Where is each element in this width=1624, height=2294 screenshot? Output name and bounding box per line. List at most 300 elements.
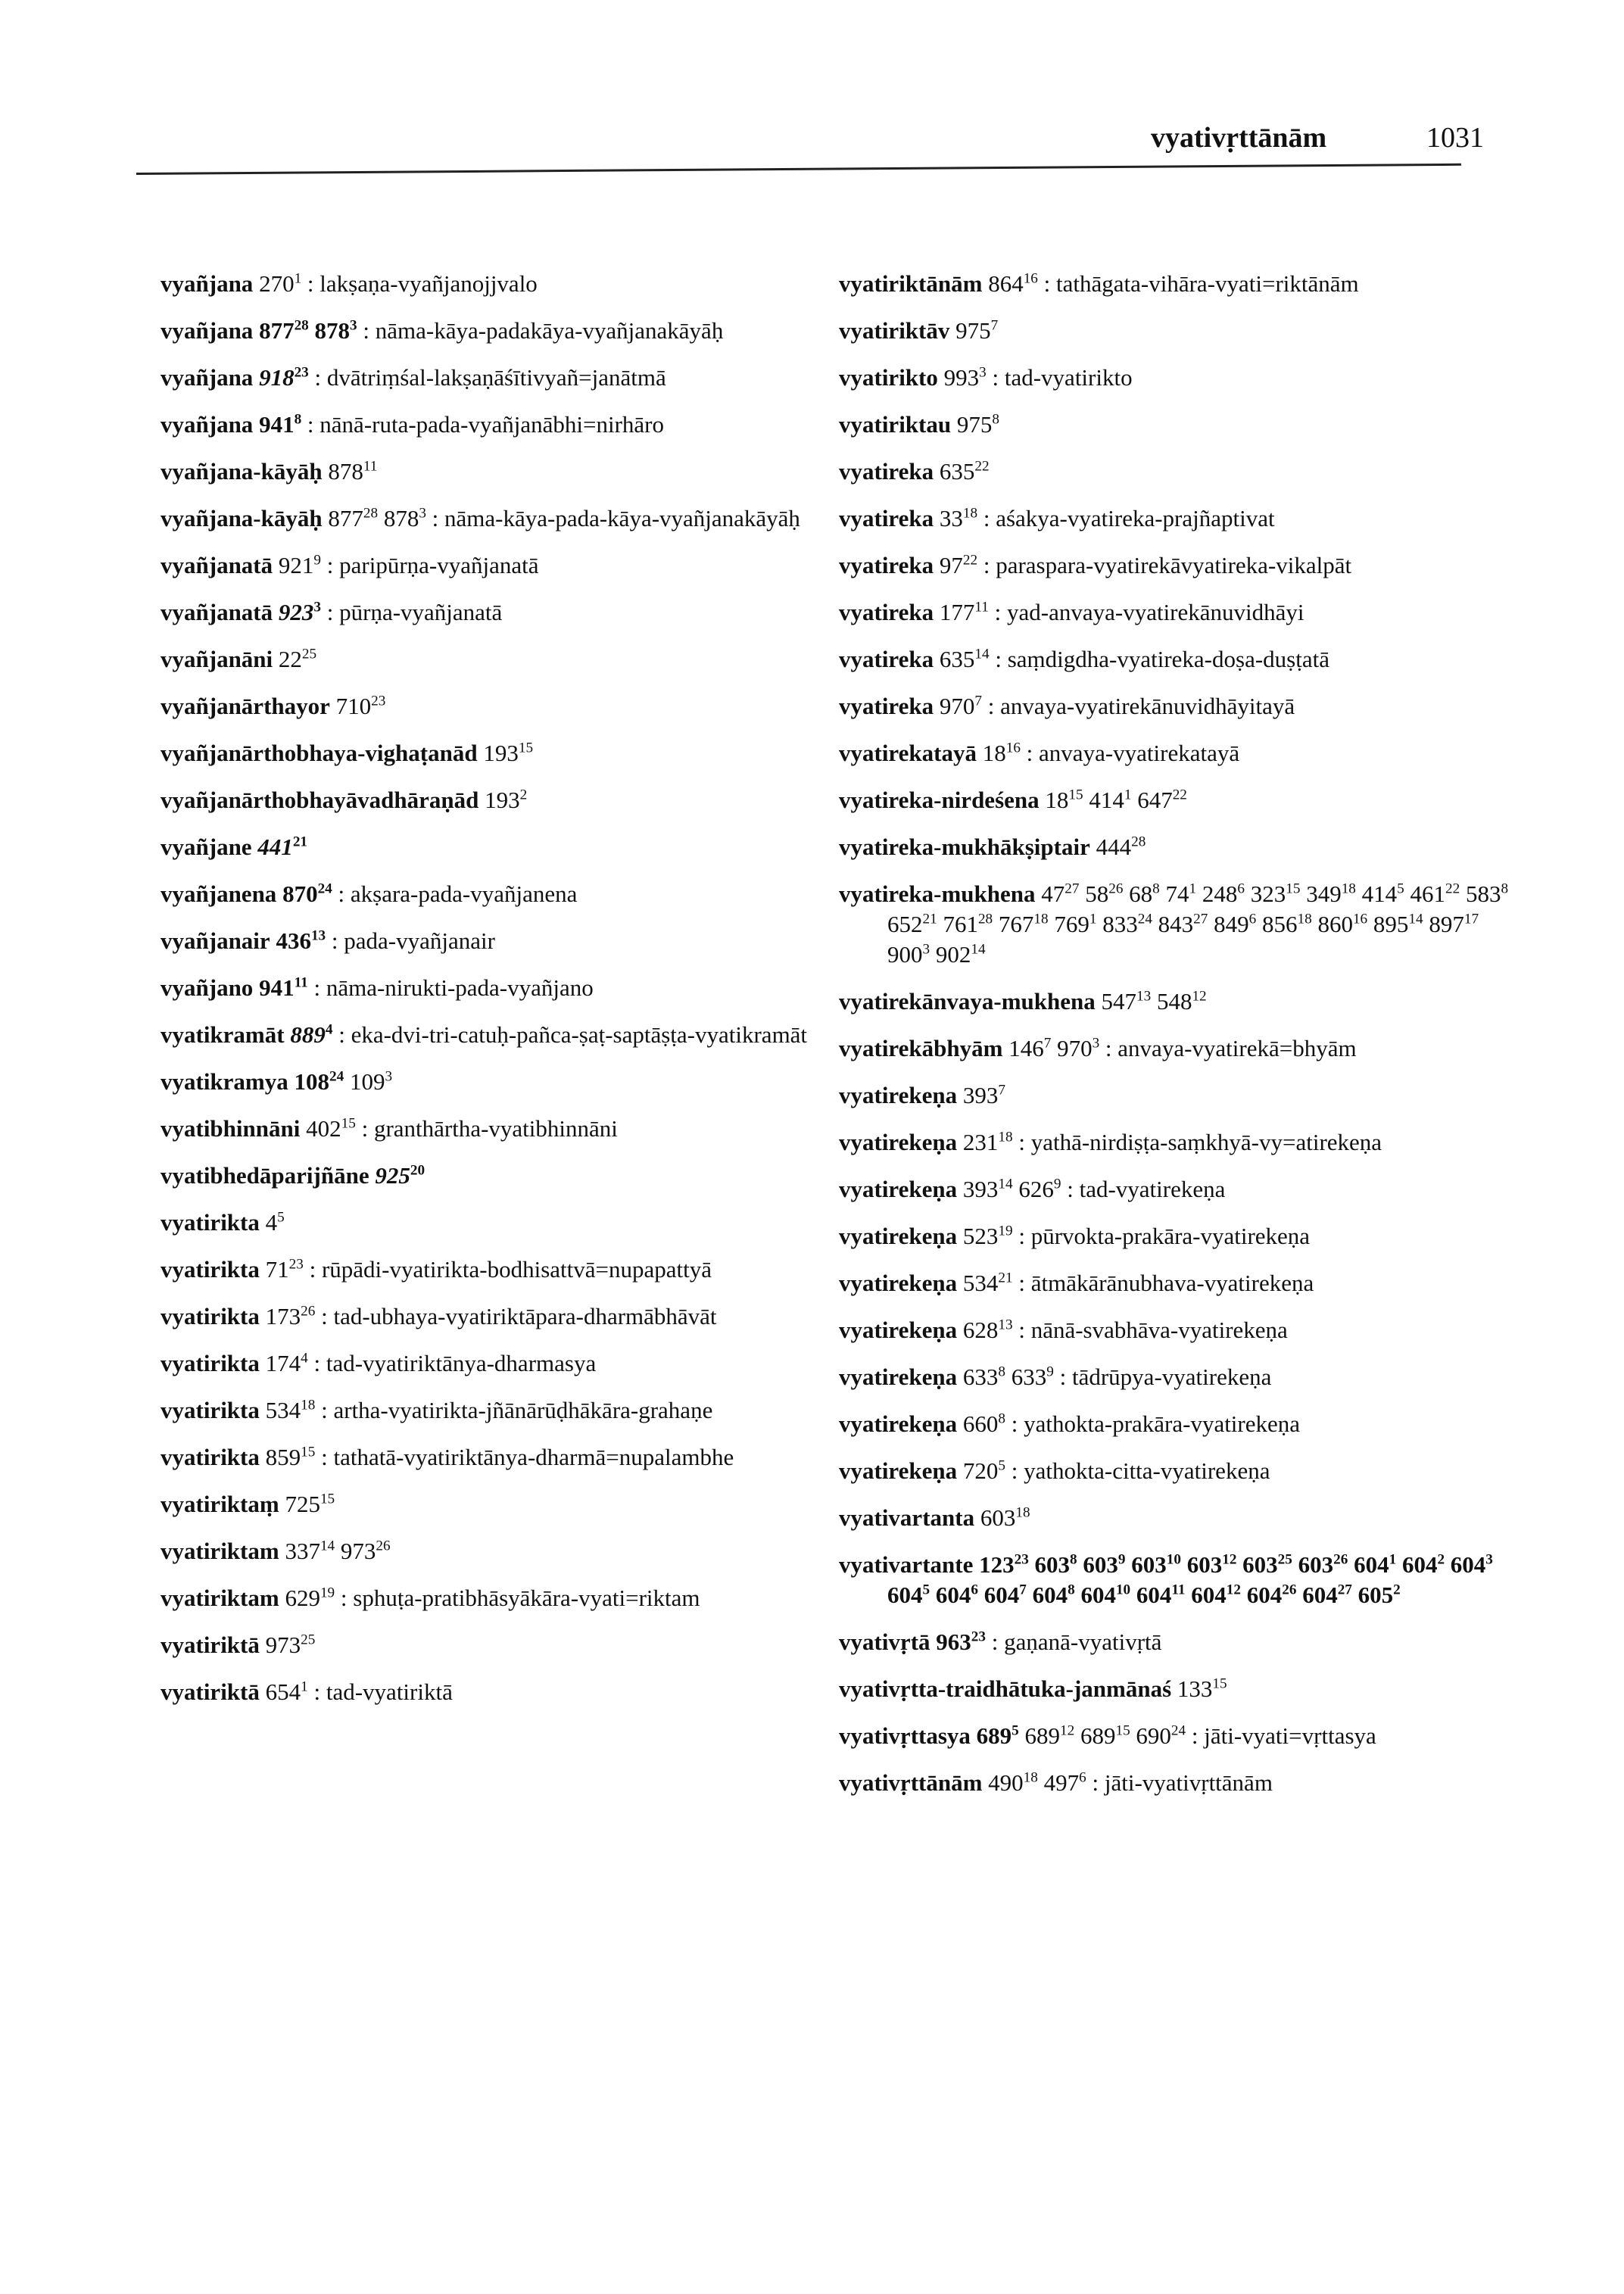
headword: vyañjane <box>161 834 252 860</box>
ref-page: 604 <box>935 1582 971 1608</box>
headword: vyatirikta <box>161 1397 260 1423</box>
index-entry <box>161 832 842 862</box>
ref-line: 10 <box>1166 1551 1181 1568</box>
page-reference <box>963 1176 1013 1202</box>
headword: vyatirekānvaya-mukhena <box>839 988 1096 1015</box>
ref-line: 11 <box>974 599 989 616</box>
ref-page: 58 <box>1085 881 1109 907</box>
page-reference <box>1131 1551 1181 1578</box>
headword: vyatiriktau <box>839 411 952 438</box>
ref-page: 660 <box>962 1410 999 1437</box>
page-reference <box>963 1457 1005 1484</box>
page-reference <box>887 941 930 968</box>
ref-line: 6 <box>971 1582 978 1598</box>
headword: vyañjanāni <box>161 646 273 672</box>
gloss: jāti-vyativṛttānām <box>1104 1769 1273 1796</box>
index-entry: vyatireka $177^{11}$ : yad-anvaya-vyatirekānuvidhāyi <box>839 599 1304 625</box>
ref-page: 393 <box>962 1082 999 1108</box>
page-reference <box>1373 911 1423 937</box>
headword: vyatirekeṇa <box>839 1457 958 1484</box>
ref-page: 897 <box>1429 911 1464 937</box>
ref-line: 6 <box>1237 881 1245 897</box>
ref-page: 975 <box>956 411 993 438</box>
page-reference <box>1041 881 1079 907</box>
index-entry: vyatirekeṇa $231^{18}$ : yathā-nirdiṣṭa-saṃkhyā-vy=atirekeṇa <box>839 1129 1382 1155</box>
ref-line: 12 <box>1192 988 1207 1005</box>
headword: vyatireka-mukhena <box>839 881 1036 907</box>
ref-line: 3 <box>1485 1551 1493 1568</box>
headword: vyatirekeṇa <box>839 1317 958 1343</box>
left-index-column <box>161 269 842 1724</box>
headword: vyañjanena <box>161 881 277 907</box>
page-reference <box>999 911 1049 937</box>
ref-line: 21 <box>292 834 308 850</box>
page-reference <box>963 1129 1013 1155</box>
index-entry: vyañjana $877^{28}$ $878^3$ : nāma-kāya-padakāya-vyañjanakāyāḥ <box>161 317 724 344</box>
ref-line: 3 <box>979 364 987 381</box>
page-reference <box>266 1256 304 1283</box>
index-entry: vyatirekeṇa $633^8$ $633^9$ : tādrūpya-vyatirekeṇa <box>839 1364 1272 1390</box>
ref-line: 4 <box>325 1021 333 1038</box>
headword: vyañjanatā <box>161 552 273 578</box>
ref-line: 15 <box>320 1491 335 1507</box>
page-reference <box>1044 1769 1086 1796</box>
ref-line: 15 <box>1286 881 1301 897</box>
ref-page: 970 <box>1057 1035 1093 1061</box>
ref-page: 47 <box>1041 881 1065 907</box>
headword: vyatiriktam <box>161 1538 279 1564</box>
page-reference <box>1136 1722 1186 1749</box>
ref-line: 12 <box>1060 1722 1075 1739</box>
ref-page: 349 <box>1306 881 1342 907</box>
page-reference <box>1402 1551 1445 1578</box>
ref-page: 975 <box>955 317 991 344</box>
ref-page: 177 <box>939 599 975 625</box>
ref-line: 18 <box>1341 881 1356 897</box>
page-reference <box>295 1068 344 1095</box>
ref-line: 11 <box>294 974 308 991</box>
ref-line: 12 <box>1226 1582 1241 1598</box>
ref-page: 877 <box>259 317 295 344</box>
ref-line: 5 <box>998 1457 1005 1474</box>
page-reference <box>936 1582 978 1608</box>
page-reference <box>1057 1035 1099 1061</box>
ref-line: 12 <box>1222 1551 1237 1568</box>
ref-line: 13 <box>1136 988 1152 1005</box>
ref-line: 15 <box>301 1444 316 1460</box>
headword: vyatirikta <box>161 1303 260 1329</box>
index-entry: vyativṛtā $963^{23}$ : gaṇanā-vyativṛtā <box>839 1629 1162 1655</box>
index-entry: vyatireka $33^{18}$ : aśakya-vyatireka-prajñaptivat <box>839 505 1275 531</box>
headword: vyañjanair <box>161 927 270 954</box>
index-entry <box>839 1080 1520 1111</box>
ref-line: 7 <box>998 1082 1005 1099</box>
gloss: tathāgata-vihāra-vyati=riktānām <box>1056 270 1359 297</box>
page-reference <box>1191 1582 1241 1608</box>
headword: vyatikramya <box>161 1068 288 1095</box>
headword: vyatirekeṇa <box>839 1364 958 1390</box>
page-reference <box>1011 1364 1054 1390</box>
page-reference <box>350 1068 392 1095</box>
right-index-column <box>839 269 1520 1815</box>
ref-line: 13 <box>310 927 326 944</box>
ref-line: 9 <box>1046 1364 1054 1380</box>
page-reference <box>1157 988 1207 1015</box>
page-reference <box>1251 881 1301 907</box>
gloss: anvaya-vyatirekatayā <box>1039 740 1240 766</box>
index-entry: vyativṛttasya $689^5$ $689^{12}$ $689^{15}$ $690^{24}$ : jāti-vyati=vṛttasya <box>839 1722 1376 1749</box>
headword: vyativṛttānām <box>839 1769 983 1796</box>
gloss: tad-vyatirikto <box>1004 364 1133 391</box>
page-reference <box>984 1582 1027 1608</box>
index-entry: vyañjana-kāyāḥ $877^{28}$ $878^3$ : nāma-kāya-pada-kāya-vyañjanakāyāḥ <box>161 505 800 531</box>
ref-line: 24 <box>329 1068 344 1085</box>
page-reference <box>1247 1582 1297 1608</box>
page-reference <box>957 411 999 438</box>
page-reference <box>1166 881 1197 907</box>
ref-line: 5 <box>1011 1722 1019 1739</box>
ref-page: 270 <box>259 270 295 297</box>
ref-line: 14 <box>320 1538 335 1554</box>
ref-line: 18 <box>962 505 978 522</box>
ref-page: 629 <box>285 1585 320 1611</box>
ref-line: 18 <box>998 1129 1013 1145</box>
page-reference <box>1302 1582 1352 1608</box>
ref-line: 28 <box>294 317 309 334</box>
headword: vyañjana <box>161 270 254 297</box>
ref-page: 461 <box>1410 881 1446 907</box>
headword: vyatirekeṇa <box>839 1410 958 1437</box>
ref-page: 414 <box>1361 881 1398 907</box>
ref-page: 193 <box>483 740 519 766</box>
ref-line: 25 <box>301 1632 316 1648</box>
ref-line: 8 <box>1068 1582 1075 1598</box>
ref-line: 9 <box>1053 1176 1061 1192</box>
ref-page: 4 <box>265 1209 278 1236</box>
headword: vyatiriktam <box>161 1585 279 1611</box>
ref-line: 26 <box>1108 881 1124 897</box>
ref-page: 973 <box>340 1538 376 1564</box>
ref-line: 1 <box>294 270 302 287</box>
ref-page: 921 <box>278 552 314 578</box>
ref-line: 18 <box>1033 911 1049 927</box>
gloss: sphuṭa-pratibhāsyākāra-vyati=riktam <box>353 1585 700 1611</box>
gloss: anvaya-vyatirekānuvidhāyitayā <box>1000 693 1295 719</box>
index-entry: vyañjanena $870^{24}$ : akṣara-pada-vyañjanena <box>161 881 578 907</box>
headword: vyatireka <box>839 458 934 485</box>
gloss: granthārtha-vyatibhinnāni <box>373 1115 618 1142</box>
page-reference <box>285 1538 335 1564</box>
headword: vyativṛtta-traidhātuka-janmānaś <box>839 1675 1172 1702</box>
index-entry: vyatirekeṇa $660^8$ : yathokta-prakāra-vyatirekeṇa <box>839 1410 1301 1437</box>
page-reference <box>940 599 989 625</box>
ref-page: 860 <box>1317 911 1353 937</box>
page-reference <box>1045 787 1083 813</box>
ref-line: 22 <box>974 458 990 475</box>
ref-page: 68 <box>1129 881 1153 907</box>
gloss: ātmākārānubhava-vyatirekeṇa <box>1030 1270 1314 1296</box>
ref-line: 24 <box>1137 911 1152 927</box>
index-entry: vyatireka $97^{22}$ : paraspara-vyatirekāvyatireka-vikalpāt <box>839 552 1352 578</box>
ref-page: 109 <box>349 1068 385 1095</box>
index-entry: vyatibhinnāni $402^{15}$ : granthārtha-vyatibhinnāni <box>161 1115 618 1142</box>
ref-page: 635 <box>939 458 975 485</box>
gloss: tad-ubhaya-vyatiriktāpara-dharmābhāvāt <box>333 1303 717 1329</box>
ref-line: 1 <box>301 1678 308 1695</box>
page-reference <box>257 834 307 860</box>
page-reference <box>306 1115 356 1142</box>
ref-line: 14 <box>1408 911 1423 927</box>
ref-line: 24 <box>1170 1722 1186 1739</box>
ref-page: 604 <box>1450 1551 1486 1578</box>
ref-page: 878 <box>328 458 363 485</box>
index-entry: vyatirikta $534^{18}$ : artha-vyatirikta-jñānārūḍhākāra-grahaṇe <box>161 1397 713 1423</box>
page-reference <box>963 1410 1005 1437</box>
headword: vyatirekeṇa <box>839 1270 958 1296</box>
ref-line: 15 <box>518 740 534 756</box>
gloss: nāma-kāya-padakāya-vyañjanakāyāḥ <box>375 317 724 344</box>
index-entry: vyatirekeṇa $523^{19}$ : pūrvokta-prakāra-vyatirekeṇa <box>839 1223 1311 1249</box>
page-reference <box>940 693 982 719</box>
ref-page: 108 <box>294 1068 330 1095</box>
page-reference <box>983 740 1021 766</box>
ref-line: 21 <box>998 1270 1013 1286</box>
gloss: paripūrṇa-vyañjanatā <box>339 552 539 578</box>
ref-page: 970 <box>939 693 975 719</box>
ref-page: 628 <box>962 1317 999 1343</box>
gloss: nāma-nirukti-pada-vyañjano <box>326 974 594 1001</box>
ref-page: 603 <box>1186 1551 1223 1578</box>
index-entry <box>839 785 1520 815</box>
ref-line: 26 <box>301 1303 316 1320</box>
ref-page: 923 <box>278 599 314 625</box>
gloss: yathokta-citta-vyatirekeṇa <box>1024 1457 1270 1484</box>
ref-page: 604 <box>1354 1551 1389 1578</box>
index-entry: vyatireka $970^7$ : anvaya-vyatirekānuvidhāyitayā <box>839 693 1295 719</box>
ref-page: 71 <box>265 1256 289 1283</box>
ref-page: 605 <box>1357 1582 1394 1608</box>
ref-line: 19 <box>320 1585 335 1601</box>
ref-page: 146 <box>1008 1035 1044 1061</box>
ref-line: 18 <box>301 1397 316 1413</box>
index-entry: vyatiriktā $654^1$ : tad-vyatiriktā <box>161 1678 453 1705</box>
page-reference <box>1102 911 1152 937</box>
ref-line: 8 <box>992 411 999 428</box>
ref-line: 27 <box>1193 911 1208 927</box>
ref-page: 497 <box>1043 1769 1080 1796</box>
ref-page: 689 <box>1080 1722 1116 1749</box>
page-reference <box>282 881 332 907</box>
ref-page: 18 <box>982 740 1006 766</box>
gloss: nānā-svabhāva-vyatirekeṇa <box>1030 1317 1288 1343</box>
page-reference <box>979 1551 1029 1578</box>
page-reference <box>266 1444 316 1470</box>
ref-page: 603 <box>1242 1551 1278 1578</box>
index-entry: vyatirekeṇa $720^5$ : yathokta-citta-vyatirekeṇa <box>839 1457 1270 1484</box>
index-entry: vyañjanair $436^{13}$ : pada-vyañjanair <box>161 927 495 954</box>
page-reference <box>375 1162 425 1189</box>
index-entry <box>839 1503 1520 1533</box>
ref-page: 18 <box>1045 787 1069 813</box>
gloss: jāti-vyati=vṛttasya <box>1204 1722 1376 1749</box>
ref-page: 878 <box>383 505 419 531</box>
ref-line: 5 <box>277 1209 285 1226</box>
ref-line: 8 <box>1070 1551 1077 1568</box>
ref-page: 534 <box>962 1270 999 1296</box>
ref-line: 16 <box>1352 911 1368 927</box>
ref-page: 436 <box>276 927 311 954</box>
ref-page: 895 <box>1373 911 1409 937</box>
page-reference <box>940 552 977 578</box>
ref-page: 441 <box>257 834 293 860</box>
headword: vyativartante <box>839 1551 974 1578</box>
ref-page: 633 <box>1011 1364 1047 1390</box>
index-entry: vyatiriktānām $864^{16}$ : tathāgata-vihāra-vyati=riktānām <box>839 270 1359 297</box>
ref-page: 583 <box>1465 881 1501 907</box>
ref-page: 993 <box>943 364 980 391</box>
index-entry: vyatirekatayā $18^{16}$ : anvaya-vyatirekatayā <box>839 740 1240 766</box>
ref-line: 14 <box>974 646 990 662</box>
ref-line: 2 <box>1437 1551 1445 1568</box>
gloss: tad-vyatiriktā <box>326 1678 453 1705</box>
ref-page: 941 <box>259 411 295 438</box>
headword: vyatirikta <box>161 1444 260 1470</box>
ref-page: 925 <box>375 1162 410 1189</box>
ref-line: 1 <box>1389 1551 1397 1568</box>
ref-page: 604 <box>1191 1582 1227 1608</box>
ref-page: 767 <box>998 911 1034 937</box>
page-reference <box>1466 881 1508 907</box>
ref-page: 33 <box>939 505 963 531</box>
ref-line: 23 <box>1014 1551 1029 1568</box>
headword: vyatirikta <box>161 1256 260 1283</box>
ref-line: 13 <box>998 1317 1013 1333</box>
ref-page: 725 <box>285 1491 320 1517</box>
index-entry <box>161 785 842 815</box>
page-reference <box>1410 881 1460 907</box>
ref-page: 870 <box>282 881 318 907</box>
index-entry: vyatirikto $993^3$ : tad-vyatirikto <box>839 364 1133 391</box>
ref-page: 74 <box>1165 881 1189 907</box>
ref-page: 973 <box>265 1632 301 1658</box>
page-reference <box>336 693 386 719</box>
ref-line: 3 <box>385 1068 393 1085</box>
index-entry: vyatirekeṇa $393^{14}$ $626^9$ : tad-vyatirekeṇa <box>839 1176 1226 1202</box>
ref-line: 17 <box>1463 911 1479 927</box>
ref-page: 123 <box>979 1551 1015 1578</box>
ref-page: 604 <box>1080 1582 1116 1608</box>
ref-line: 14 <box>998 1176 1013 1192</box>
page-reference <box>483 740 533 766</box>
ref-page: 720 <box>962 1457 999 1484</box>
page-reference <box>1025 1722 1075 1749</box>
headword: vyatireka <box>839 552 934 578</box>
headword: vyatirikta <box>161 1209 260 1236</box>
index-entry: vyatirikta $173^{26}$ : tad-ubhaya-vyatiriktāpara-dharmābhāvāt <box>161 1303 717 1329</box>
headword: vyañjanārthayor <box>161 693 330 719</box>
ref-line: 22 <box>1445 881 1460 897</box>
ref-page: 248 <box>1202 881 1238 907</box>
index-entry: vyatirekeṇa $534^{21}$ : ātmākārānubhava-vyatirekeṇa <box>839 1270 1314 1296</box>
page-reference <box>276 927 326 954</box>
headword: vyativartanta <box>839 1504 975 1531</box>
index-entry <box>161 1067 842 1097</box>
headword: vyatirekatayā <box>839 740 977 766</box>
ref-line: 26 <box>1282 1582 1297 1598</box>
index-entry: vyatirekeṇa $628^{13}$ : nānā-svabhāva-vyatirekeṇa <box>839 1317 1288 1343</box>
index-entry <box>161 457 842 487</box>
index-entry <box>839 879 1520 970</box>
page-reference <box>328 458 377 485</box>
page-reference <box>285 1491 335 1517</box>
ref-page: 633 <box>962 1364 999 1390</box>
page-reference <box>1136 1582 1186 1608</box>
headword: vyatireka-nirdeśena <box>839 787 1040 813</box>
ref-line: 8 <box>1152 881 1160 897</box>
running-head: vyativṛttānām <box>1151 122 1327 154</box>
page-reference <box>980 1504 1030 1531</box>
page-reference <box>963 1270 1013 1296</box>
page-reference <box>940 458 990 485</box>
ref-line: 9 <box>313 552 321 569</box>
ref-page: 604 <box>1401 1551 1438 1578</box>
ref-page: 193 <box>485 787 520 813</box>
gloss: pada-vyañjanair <box>344 927 495 954</box>
page-reference <box>259 411 301 438</box>
ref-line: 23 <box>294 364 309 381</box>
ref-line: 28 <box>363 505 379 522</box>
ref-line: 11 <box>1171 1582 1186 1598</box>
ref-page: 604 <box>887 1582 923 1608</box>
header-rule <box>136 164 1461 175</box>
page-reference <box>1158 911 1208 937</box>
gloss: nānā-ruta-pada-vyañjanābhi=nirhāro <box>320 411 665 438</box>
gloss: eka-dvi-tri-catuḥ-pañca-ṣaṭ-saptāṣṭa-vyatikramāt <box>351 1021 808 1048</box>
page-reference <box>1080 1582 1130 1608</box>
ref-line: 25 <box>301 646 317 662</box>
index-entry: vyatirikta $174^4$ : tad-vyatiriktānya-dharmasya <box>161 1350 597 1376</box>
ref-line: 14 <box>971 941 986 958</box>
page-reference <box>1083 1551 1125 1578</box>
ref-line: 25 <box>1277 1551 1292 1568</box>
page-reference <box>1177 1675 1227 1702</box>
index-entry: vyañjana $918^{23}$ : dvātriṃśal-lakṣaṇāśītivyañ=janātmā <box>161 364 666 391</box>
ref-page: 444 <box>1096 834 1132 860</box>
headword: vyatireka <box>839 693 934 719</box>
page-reference <box>936 941 986 968</box>
ref-page: 604 <box>1032 1582 1068 1608</box>
ref-page: 856 <box>1261 911 1298 937</box>
ref-line: 9 <box>1117 1551 1126 1568</box>
headword: vyañjana <box>161 411 254 438</box>
gloss: tad-vyatirekeṇa <box>1079 1176 1226 1202</box>
page-reference <box>1033 1582 1075 1608</box>
page-reference <box>1354 1551 1396 1578</box>
ref-page: 604 <box>983 1582 1020 1608</box>
page-reference <box>328 505 378 531</box>
headword: vyativṛtā <box>839 1629 930 1655</box>
ref-page: 603 <box>1298 1551 1334 1578</box>
page-reference <box>266 1397 316 1423</box>
ref-line: 21 <box>922 911 937 927</box>
headword: vyativṛttasya <box>839 1722 971 1749</box>
headword: vyañjana-kāyāḥ <box>161 505 323 531</box>
index-entry: vyatikramāt $889^4$ : eka-dvi-tri-catuḥ-pañca-ṣaṭ-saptāṣṭa-vyatikramāt <box>161 1021 808 1048</box>
page-reference <box>259 317 309 344</box>
ref-page: 689 <box>1024 1722 1061 1749</box>
page-reference <box>1035 1551 1077 1578</box>
ref-page: 323 <box>1250 881 1286 907</box>
